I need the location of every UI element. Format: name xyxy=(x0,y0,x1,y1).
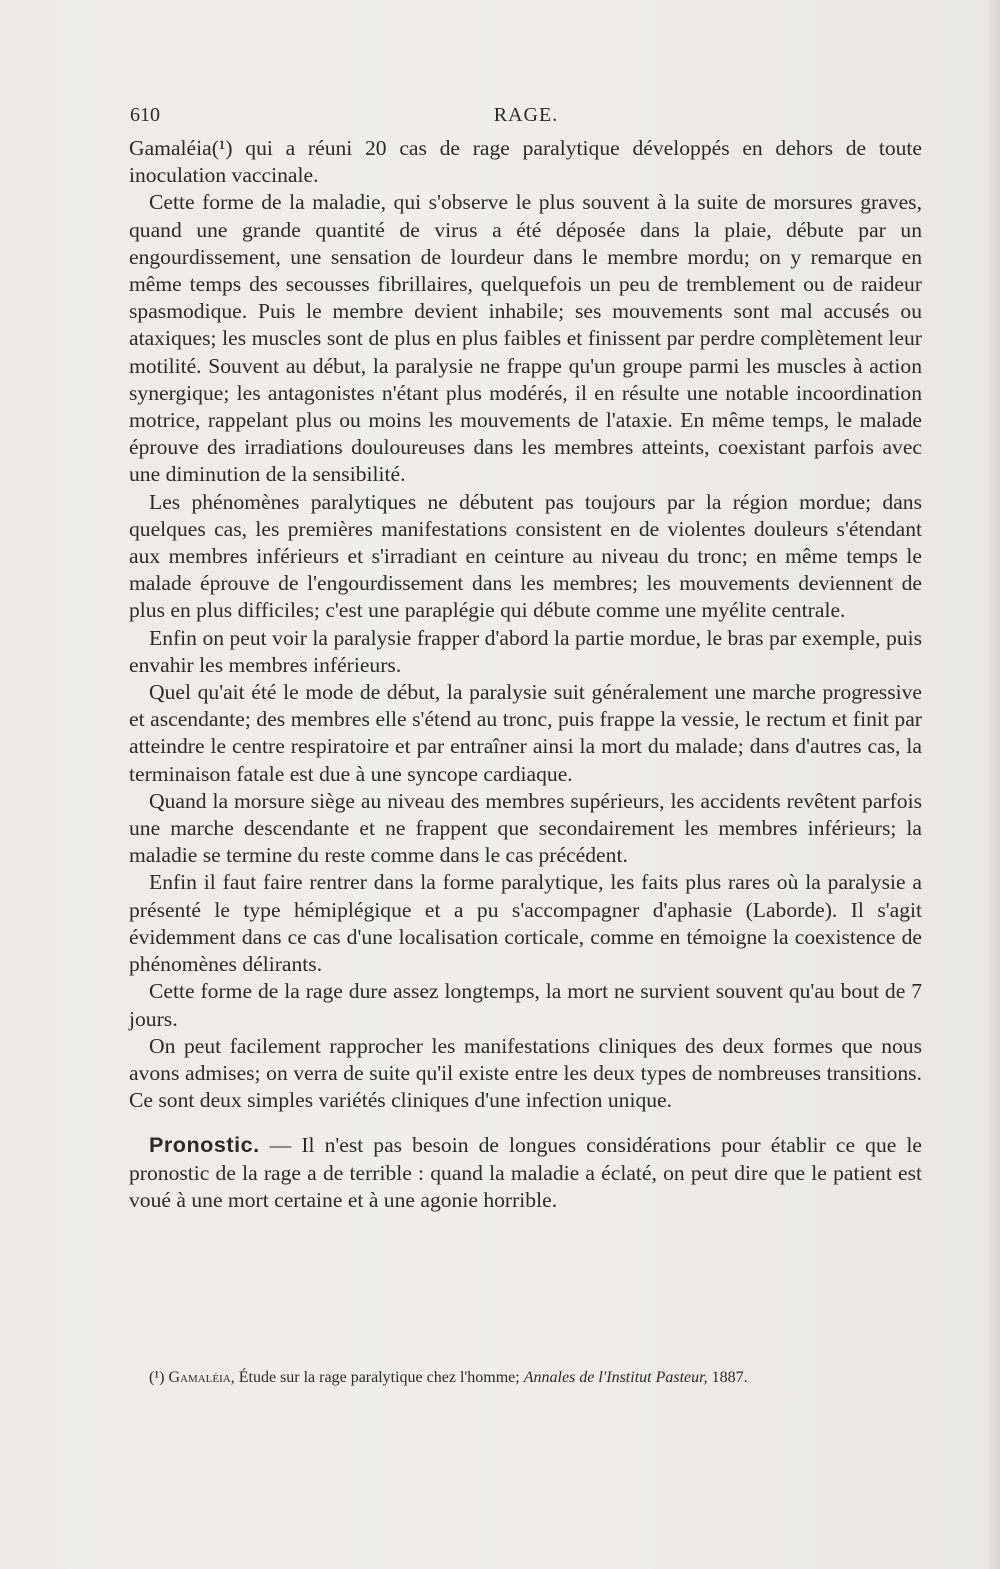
running-head: RAGE. xyxy=(493,104,559,126)
footnote-author: Gamaléia, xyxy=(168,1369,235,1386)
paragraph-3: Les phénomènes paralytiques ne débutent pas toujours par la région mordue; dans quelques cas, les premières manifestations consistent en de violentes douleurs s'étendant aux membres inférieurs et s'irradiant en ceinture au niveau du tronc; en même temps le malade éprouve de l'engourdissement dans les membres; les mouvements deviennent de plus en plus difficiles; c'est une paraplégie qui débute comme une myélite centrale. xyxy=(129,489,922,623)
page-header xyxy=(130,104,922,134)
footnote-journal: Annales de l'Institut Pasteur, xyxy=(523,1369,708,1386)
footnote xyxy=(129,1367,922,1388)
footnote-year: 1887. xyxy=(707,1369,748,1386)
paragraph-9: On peut facilement rapprocher les manifestations cliniques des deux formes que nous avons admises; on verra de suite qu'il existe entre les deux types de nombreuses transitions. Ce sont deux simples variétés cliniques d'une infection unique. xyxy=(129,1033,922,1113)
paragraph-5: Quel qu'ait été le mode de début, la paralysie suit généralement une marche progressive et ascendante; des membres elle s'étend au tronc, puis frappe la vessie, le rectum et finit par atteindre le centre respiratoire et par entraîner ainsi la mort du malade; dans d'autres cas, la terminaison fatale est due à une syncope cardiaque. xyxy=(129,680,922,786)
paragraph-1: Gamaléia(¹) qui a réuni 20 cas de rage paralytique développés en dehors de toute inoculation vaccinale. xyxy=(129,136,922,188)
paragraph-4: Enfin on peut voir la paralysie frapper d'abord la partie mordue, le bras par exemple, puis envahir les membres inférieurs. xyxy=(129,625,922,677)
footnote-marker: (¹) xyxy=(149,1369,165,1386)
pronostic-text: — Il n'est pas besoin de longues considérations pour établir ce que le pronostic de la rage a de terrible : quand la maladie a éclaté, on peut dire que le patient est voué à une mort certaine et à une agonie horrible. xyxy=(129,1133,922,1212)
paragraph-7: Enfin il faut faire rentrer dans la forme paralytique, les faits plus rares où la paralysie a présenté le type hémiplégique et a pu s'accompagner d'aphasie (Laborde). Il s'agit évidemment dans ce cas d'une localisation corticale, comme en témoigne la coexistence de phénomènes délirants. xyxy=(129,870,922,977)
paragraph-8: Cette forme de la rage dure assez longtemps, la mort ne survient souvent qu'au bout de 7 jours. xyxy=(129,979,922,1031)
body-text xyxy=(129,135,922,1214)
page-number: 610 xyxy=(130,104,160,126)
footnote-title: Étude sur la rage paralytique chez l'homme; xyxy=(234,1369,524,1386)
paragraph-2: Cette forme de la maladie, qui s'observe le plus souvent à la suite de morsures graves, quand une grande quantité de virus a été déposée dans la plaie, débute par un engourdissement, une sensation de lourdeur dans le membre mordu; on y remarque en même temps des secousses fibrillaires, quelquefois un peu de tremblement ou de raideur spasmodique. Puis le membre devient inhabile; ses mouvements sont mal accusés ou ataxiques; les muscles sont de plus en plus faibles et finissent par perdre complètement leur motilité. Souvent au début, la paralysie ne frappe qu'un groupe parmi les muscles à action synergique; les antagonistes n'étant plus modérés, il en résulte une notable incoordination motrice, rappelant plus ou moins les mouvements de l'ataxie. En même temps, le malade éprouve des irradiations douloureuses dans les membres atteints, coexistant parfois avec une diminution de la sensibilité. xyxy=(129,190,922,487)
section-title-pronostic: Pronostic. xyxy=(149,1132,260,1158)
paragraph-6: Quand la morsure siège au niveau des membres supérieurs, les accidents revêtent parfois une marche descendante et ne frappent que secondairement les membres inférieurs; la maladie se termine du reste comme dans le cas précédent. xyxy=(129,788,922,868)
pronostic-paragraph xyxy=(129,1131,922,1214)
